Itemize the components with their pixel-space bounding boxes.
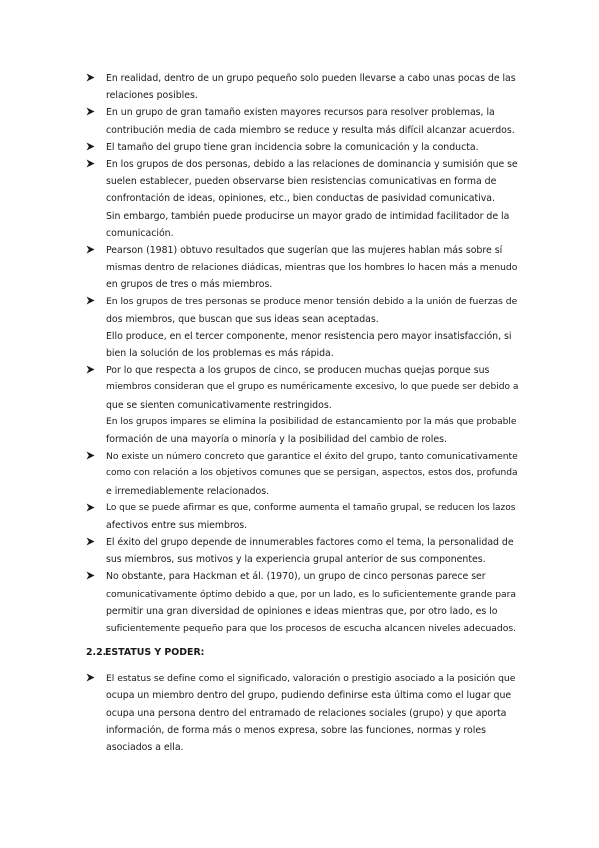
arrow-bullet-icon: [86, 451, 95, 460]
list-item: [86, 670, 518, 756]
text-line: En los grupos de dos personas, debido a las relaciones de dominancia y sumisión que se: [106, 158, 518, 170]
text-line: afectivos entre sus miembros.: [106, 519, 248, 531]
text-line: No obstante, para Hackman et ál. (1970), un grupo de cinco personas parece ser: [106, 571, 486, 583]
bullet-list-size: [86, 70, 518, 637]
text-line: El éxito del grupo depende de innumerables factores como el tema, la personalidad de: [106, 537, 514, 549]
text-line: contribución media de cada miembro se reduce y resulta más difícil alcanzar acuerdos.: [106, 124, 515, 136]
text-line: En los grupos de tres personas se produce menor tensión debido a la unión de fuerzas de: [106, 296, 518, 308]
text-line: En un grupo de gran tamaño existen mayores recursos para resolver problemas, la: [106, 107, 495, 119]
text-line: Ello produce, en el tercer componente, menor resistencia pero mayor insatisfacción, si: [106, 330, 512, 342]
text-line: relaciones posibles.: [106, 90, 198, 102]
text-line: En los grupos impares se elimina la posibilidad de estancamiento por la más que probable: [106, 416, 517, 427]
list-item: [86, 293, 518, 362]
arrow-bullet-icon: [86, 159, 95, 168]
text-line: El estatus se define como el significado, valoración o prestigio asociado a la posición que: [106, 673, 516, 685]
arrow-bullet-icon: [86, 107, 95, 116]
text-line: Pearson (1981) obtuvo resultados que sugerían que las mujeres hablan más sobre sí: [106, 244, 503, 256]
arrow-bullet-icon: [86, 503, 95, 512]
section-heading: [86, 644, 518, 661]
text-line: ocupa una persona dentro del entramado de relaciones sociales (grupo) y que aporta: [106, 707, 507, 719]
text-line: información, de forma más o menos expresa, sobre las funciones, normas y roles: [106, 724, 486, 736]
text-line: dos miembros, que buscan que sus ideas sean aceptadas.: [106, 313, 379, 325]
text-line: Sin embargo, también puede producirse un mayor grado de intimidad facilitador de la: [106, 210, 510, 222]
arrow-bullet-icon: [86, 571, 95, 580]
arrow-bullet-icon: [86, 537, 95, 546]
page-content: [86, 70, 518, 756]
text-line: El tamaño del grupo tiene gran incidencia sobre la comunicación y la conducta.: [106, 141, 479, 153]
text-line: suficientemente pequeño para que los procesos de escucha alcancen niveles adecuados.: [106, 623, 516, 634]
section-title: ESTATUS Y PODER:: [105, 647, 205, 659]
text-line: mismas dentro de relaciones diádicas, mientras que los hombres lo hacen más a menudo: [106, 262, 518, 274]
text-line: comunicación.: [106, 227, 174, 239]
text-line: miembros consideran que el grupo es numéricamente excesivo, lo que puede ser debido a: [106, 382, 519, 393]
text-line: Lo que se puede afirmar es que, conforme aumenta el tamaño grupal, se reducen los lazos: [106, 502, 516, 513]
text-line: que se sienten comunicativamente restringidos.: [106, 399, 332, 411]
list-item: [86, 156, 518, 242]
text-line: No existe un número concreto que garantice el éxito del grupo, tanto comunicativamente: [106, 451, 518, 463]
text-line: e irremediablemente relacionados.: [106, 485, 270, 497]
text-line: confrontación de ideas, opiniones, etc., bien conductas de pasividad comunicativa.: [106, 193, 495, 205]
text-line: En realidad, dentro de un grupo pequeño solo pueden llevarse a cabo unas pocas de las: [106, 73, 516, 84]
list-item: [86, 242, 518, 294]
list-item: [86, 534, 518, 568]
arrow-bullet-icon: [86, 73, 95, 82]
list-item: [86, 500, 518, 534]
text-line: suelen establecer, pueden observarse bien resistencias comunicativas en forma de: [106, 176, 497, 188]
arrow-bullet-icon: [86, 142, 95, 151]
text-line: asociados a ella.: [106, 741, 184, 753]
arrow-bullet-icon: [86, 365, 95, 374]
text-line: como con relación a los objetivos comunes que se persigan, aspectos, estos dos, profunda: [106, 468, 518, 479]
text-line: comunicativamente óptimo debido a que, por un lado, es lo suficientemente grande para: [106, 588, 516, 600]
text-line: en grupos de tres o más miembros.: [106, 279, 273, 291]
list-item: [86, 70, 518, 104]
list-item: [86, 139, 518, 156]
list-item: [86, 362, 518, 448]
arrow-bullet-icon: [86, 673, 95, 682]
list-item: [86, 448, 518, 500]
list-item: [86, 104, 518, 138]
text-line: permitir una gran diversidad de opiniones e ideas mientras que, por otro lado, es lo: [106, 605, 498, 617]
text-line: ocupa un miembro dentro del grupo, pudiendo definirse esta última como el lugar que: [106, 690, 512, 702]
section-number: 2.2.: [86, 647, 107, 659]
list-item: [86, 568, 518, 637]
arrow-bullet-icon: [86, 245, 95, 254]
text-line: Por lo que respecta a los grupos de cinco, se producen muchas quejas porque sus: [106, 365, 490, 377]
arrow-bullet-icon: [86, 296, 95, 305]
text-line: bien la solución de los problemas es más rápida.: [106, 348, 334, 359]
bullet-list-status: [86, 670, 518, 756]
text-line: formación de una mayoría o minoría y la posibilidad del cambio de roles.: [106, 433, 447, 445]
text-line: sus miembros, sus motivos y la experiencia grupal anterior de sus componentes.: [106, 554, 486, 566]
